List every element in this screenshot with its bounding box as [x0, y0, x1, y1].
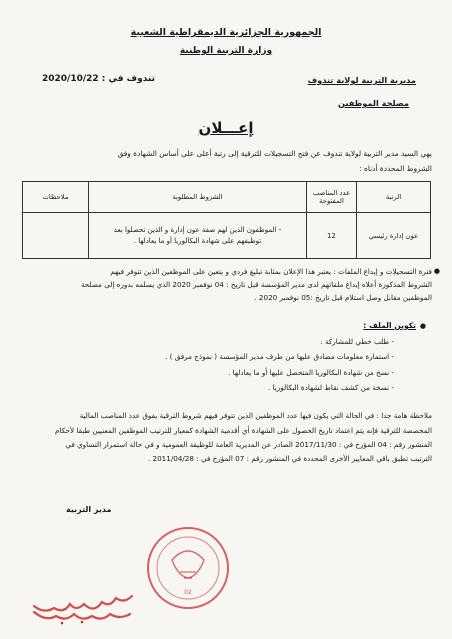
- intro-line-1: يهي السيد مدير التربية لولاية تندوف عن فتح التسجيلات للترقية إلى رتبة أعلى على أساس الشهادة وفق: [117, 149, 432, 158]
- bullet-icon: ●: [419, 322, 426, 330]
- file-title: تكوين الملف :: [363, 321, 416, 330]
- table-header-positions: عدد المناصب المفتوحة: [307, 182, 357, 213]
- conditions-line-1: - الموظفون الذين لهم صفة عون إدارة و الذين تحصلوا بعد: [113, 225, 282, 234]
- note-line-1: ملاحظة هامة جدا : في الحالة التي يكون فيها عدد الموظفين الذين تتوفر فيهم شروط الترقية يفوق عدد المناصب المالية: [79, 411, 432, 420]
- signature-title: مدير التربية: [66, 505, 112, 514]
- period-line-2: الشروط المذكورة أعلاه إيداع ملفاتهم لدى مدير المؤسسة قبل تاريخ : 04 نوفمبر 2020 الذي يسلمه بدوره إلى مصلحة: [80, 280, 432, 289]
- table-header-row: [23, 182, 431, 213]
- svg-text:02: 02: [184, 589, 192, 596]
- place-date: تندوف في : 2020/10/22: [42, 74, 155, 84]
- conditions-line-2: توظيفهم على شهادة البكالوريا أو ما يعادلها .: [133, 236, 262, 245]
- file-item: - استمارة معلومات مصادق عليها من طرف مدير المؤسسة ( نموذج مرفق ) .: [165, 352, 394, 361]
- note-line-4: الترتيب تطبق باقي المعايير الأخرى المحددة في المنشور رقم : 07 المؤرخ في : 2011/04/28 .: [147, 454, 432, 463]
- table-row: [23, 213, 431, 259]
- ministry-header: وزارة التربية الوطنية: [179, 46, 273, 56]
- republic-header: الجمهورية الجزائرية الديمقراطية الشعبية: [130, 27, 322, 38]
- file-item: - نسخة من كشف نقاط لشهادة البكالوريا .: [268, 383, 394, 392]
- file-item: - نسخ من شهادة البكالوريا المتحصل عليها أو ما يعادلها .: [228, 368, 394, 377]
- promotion-table: [22, 181, 431, 259]
- positions-cell: 12: [307, 213, 357, 259]
- department-name: مصلحة الموظفين: [337, 98, 409, 108]
- intro-line-2: الشروط المحددة أدناه :: [359, 164, 432, 173]
- handwritten-signature: [22, 586, 137, 626]
- conditions-cell: [89, 213, 307, 259]
- table-header-conditions: الشروط المطلوبة: [89, 182, 307, 213]
- file-item: - طلب خطي للمشاركة .: [320, 337, 394, 346]
- rank-cell: عون إدارة رئيسي: [357, 213, 431, 259]
- period-line-1: فترة التسجيلات و إيداع الملفات : يعتبر هذا الإعلان بمثابة تبليغ فردي و يتعين على الموظفين الذين تتوفر فيهم: [110, 267, 432, 276]
- note-line-2: المخصصة للترقية فإنه يتم اعتماد تاريخ الحصول على الشهادة أي أقدمية الشهادة كمعيار للترتيب الموظفين المعنيين طبقا لأحكام: [54, 426, 432, 435]
- table-header-notes: ملاحظات: [23, 182, 89, 213]
- announcement-title: إعـــلان: [198, 119, 254, 137]
- bullet-icon: ●: [433, 267, 440, 275]
- directorate-name: مديرية التربية لولاية تندوف: [307, 75, 416, 85]
- table-header-rank: الرتبة: [357, 182, 431, 213]
- notes-cell: [23, 213, 89, 259]
- note-line-3: المنشور رقم : 04 المؤرخ في : 2017/11/30 الصادر عن المديرية العامة للوظيفة العمومية و في حالة استمرار التساوي في: [65, 440, 432, 449]
- period-line-3: الموظفين مقابل وصل استلام قبل تاريخ :05 نوفمبر 2020 .: [254, 293, 432, 302]
